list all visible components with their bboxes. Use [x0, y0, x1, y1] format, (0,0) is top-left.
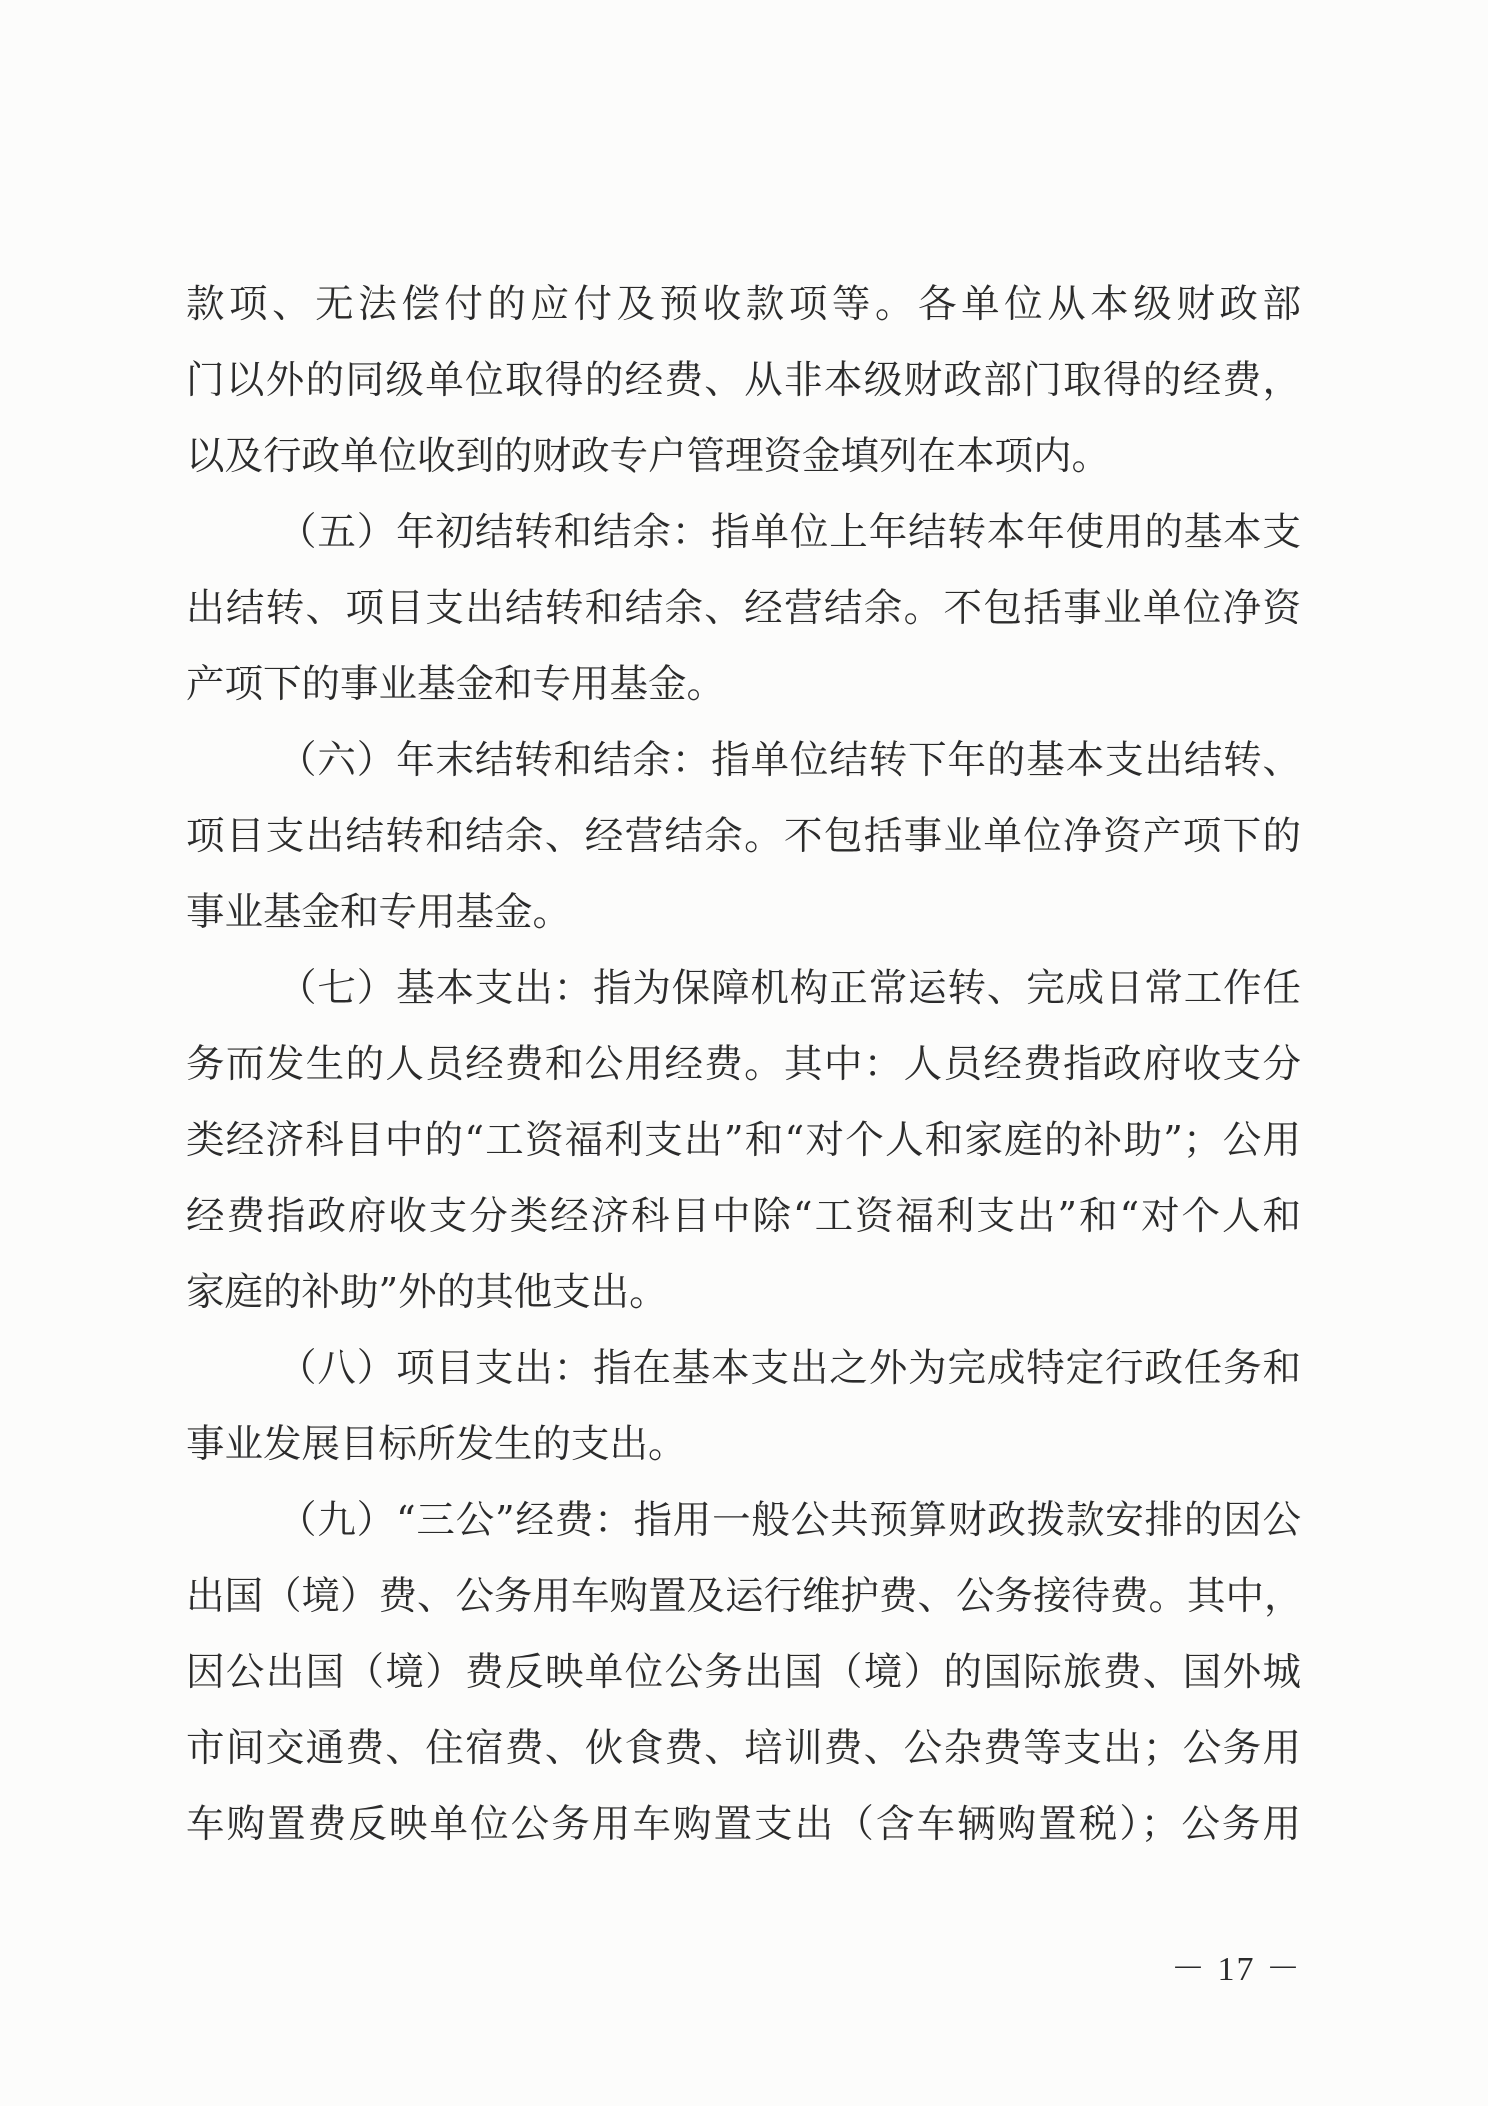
section-eight-heading-line: （八）项目支出：指在基本支出之外为完成特定行政任务和 [278, 1346, 1301, 1391]
text-line-12: 类经济科目中的“工资福利支出”和“对个人和家庭的补助”；公用 [186, 1118, 1301, 1163]
text-line-11: 务而发生的人员经费和公用经费。其中：人员经费指政府收支分 [186, 1042, 1301, 1087]
text-line-16: 事业发展目标所发生的支出。 [186, 1422, 687, 1467]
section-nine-heading-line: （九）“三公”经费：指用一般公共预算财政拨款安排的因公 [278, 1498, 1301, 1543]
text-line-6: 产项下的事业基金和专用基金。 [186, 662, 726, 707]
text-line-2: 门以外的同级单位取得的经费、从非本级财政部门取得的经费， [186, 358, 1301, 403]
text-line-19: 因公出国（境）费反映单位公务出国（境）的国际旅费、国外城 [186, 1650, 1301, 1695]
text-line-1: 款项、无法偿付的应付及预收款项等。各单位从本级财政部 [186, 282, 1301, 327]
text-line-8: 项目支出结转和结余、经营结余。不包括事业单位净资产项下的 [186, 814, 1301, 859]
text-line-14: 家庭的补助”外的其他支出。 [186, 1270, 668, 1315]
text-line-20: 市间交通费、住宿费、伙食费、培训费、公杂费等支出；公务用 [186, 1726, 1301, 1771]
section-six-heading-line: （六）年末结转和结余：指单位结转下年的基本支出结转、 [278, 738, 1301, 783]
text-line-21: 车购置费反映单位公务用车购置支出（含车辆购置税）；公务用 [186, 1802, 1301, 1847]
text-line-18: 出国（境）费、公务用车购置及运行维护费、公务接待费。其中， [186, 1574, 1303, 1619]
page-number: － 17 － [1171, 1951, 1302, 1988]
section-five-heading-line: （五）年初结转和结余：指单位上年结转本年使用的基本支 [278, 510, 1301, 555]
section-seven-heading-line: （七）基本支出：指为保障机构正常运转、完成日常工作任 [278, 966, 1301, 1011]
text-line-9: 事业基金和专用基金。 [186, 890, 572, 935]
text-line-5: 出结转、项目支出结转和结余、经营结余。不包括事业单位净资 [186, 586, 1301, 631]
text-line-3: 以及行政单位收到的财政专户管理资金填列在本项内。 [186, 434, 1111, 479]
text-line-13: 经费指政府收支分类经济科目中除“工资福利支出”和“对个人和 [186, 1194, 1301, 1239]
